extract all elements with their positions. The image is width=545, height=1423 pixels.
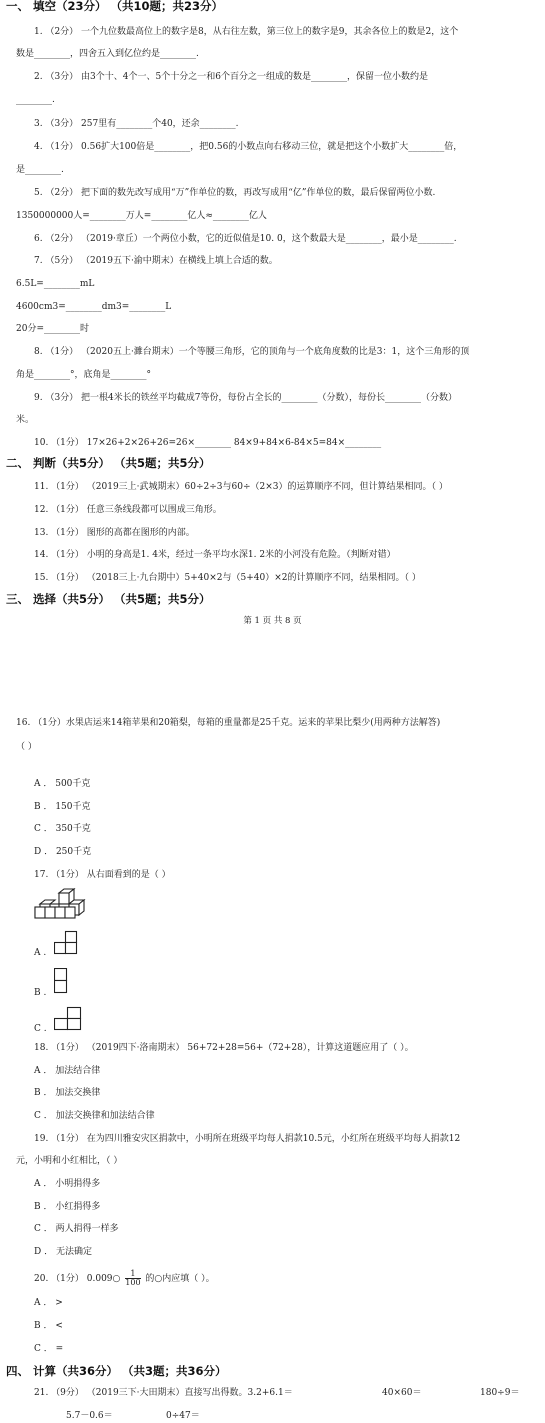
question-line: 16. （1分）水果店运来14箱苹果和20箱梨，每箱的重量都是25千克。运来的苹果比梨少(用两种方法解答) (16, 718, 441, 728)
question-line: 6.5L=________mL (16, 279, 95, 289)
option-line: B ． < (34, 1321, 63, 1331)
question-line (34, 1270, 215, 1287)
option-c-figure (54, 1006, 84, 1032)
question-line: 米。 (16, 415, 35, 425)
question-line: ________. (16, 95, 55, 105)
option-line: B ． 小红捐得多 (34, 1202, 101, 1212)
question-line: 7. （5分） （2019五下·渝中期末）在横线上填上合适的数。 (34, 256, 278, 266)
question-line: 15. （1分） （2018三上·九台期中）5+40×2与（5+40）×2的计算顺序不同，结果相同。（ ） (34, 573, 421, 583)
option-line: A ． > (34, 1298, 63, 1308)
fraction-denominator: 100 (125, 1278, 141, 1287)
option-line: A ． 500千克 (34, 779, 91, 789)
option-label: B . (34, 988, 47, 998)
question-line: 2. （3分） 由3个十、4个一、5个十分之一和6个百分之一组成的数是________，保留一位小数约是 (34, 72, 428, 82)
question-line: 19. （1分） 在为四川雅安灾区捐款中，小明所在班级平均每人捐款10.5元，小红所在班级平均每人捐款12 (34, 1134, 461, 1144)
option-line: C ． = (34, 1344, 64, 1354)
question-line: 13. （1分） 图形的高都在图形的内部。 (34, 528, 195, 538)
fraction (125, 1270, 140, 1287)
question-line: 元，小明和小红相比，（ ） (16, 1156, 123, 1166)
option-label: C . (34, 1024, 47, 1034)
page-footer: 第 1 页 共 8 页 (243, 616, 302, 626)
question-line: 4. （1分） 0.56扩大100倍是________，把0.56的小数点向右移动三位，就是把这个小数扩大________倍， (34, 142, 463, 152)
question-line: 角是________°，底角是________° (16, 370, 152, 380)
question-stem-tail: 的○内应填（ ）。 (145, 1274, 215, 1284)
option-label: A . (34, 948, 47, 958)
option-line: B ． 150千克 (34, 802, 91, 812)
expression: 40×60＝ (382, 1388, 422, 1398)
question-line: 1350000000人=________万人=________亿人≈________亿人 (16, 211, 267, 221)
option-line: D ． 无法确定 (34, 1247, 92, 1257)
option-line: D ． 250千克 (34, 847, 92, 857)
section-title-fill-blank: 一、 填空（23分） （共10题；共23分） (6, 0, 224, 13)
section-title-calculation: 四、 计算（共36分） （共3题；共36分） (6, 1364, 227, 1378)
fraction-numerator: 1 (125, 1270, 140, 1279)
question-line: 9. （3分） 把一根4米长的铁丝平均截成7等份，每份占全长的________（分数），每份长________（分数） (34, 393, 457, 403)
cube-stack-figure (30, 886, 90, 928)
question-line: 10. （1分） 17×26+2×26+26=26×________ 84×9+84×6-84×5=84×________ (34, 438, 382, 448)
question-line: 20分=________时 (16, 324, 89, 334)
section-title-true-false: 二、 判断（共5分） （共5题；共5分） (6, 456, 211, 470)
option-line: B ． 加法交换律 (34, 1088, 101, 1098)
option-a-figure (54, 930, 80, 956)
option-line: C ． 两人捐得一样多 (34, 1224, 119, 1234)
expression: 180÷9＝ (480, 1388, 520, 1398)
question-line: 数是________，四舍五入到亿位约是________. (16, 49, 199, 59)
question-line: 4600cm3=________dm3=________L (16, 302, 172, 312)
question-line: 18. （1分） （2019四下·洛南期末） 56+72+28=56+（72+28），计算这道题应用了（ ）。 (34, 1043, 414, 1053)
question-line: 17. （1分） 从右面看到的是（ ） (34, 870, 171, 880)
option-line: A ． 小明捐得多 (34, 1179, 101, 1189)
option-line: C ． 加法交换律和加法结合律 (34, 1111, 155, 1121)
question-line: 14. （1分） 小明的身高是1. 4米，经过一条平均水深1. 2米的小河没有危险。（判断对错） (34, 550, 396, 560)
question-line: 1. （2分） 一个九位数最高位上的数字是8，从右往左数，第三位上的数字是9，其余各位上的数是2，这个 (34, 27, 459, 37)
option-line: A ． 加法结合律 (34, 1066, 101, 1076)
question-line: 8. （1分） （2020五上·濉台期末）一个等腰三角形，它的顶角与一个底角度数的比是3：1，这个三角形的顶 (34, 347, 470, 357)
question-line: 3. （3分） 257里有________个40，还余________. (34, 119, 239, 129)
section-title-multiple-choice: 三、 选择（共5分） （共5题；共5分） (6, 592, 211, 606)
question-line: 是________. (16, 165, 64, 175)
option-line: C ． 350千克 (34, 824, 91, 834)
question-line: 12. （1分） 任意三条线段都可以围成三角形。 (34, 505, 222, 515)
question-line: 6. （2分） （2019·章丘）一个两位小数，它的近似值是10. 0，这个数最大是________，最小是________. (34, 234, 457, 244)
option-b-figure (54, 968, 70, 996)
question-line: （ ） (16, 742, 37, 752)
expression: 0÷47＝ (166, 1411, 200, 1421)
question-stem: 20. （1分） 0.009○ (34, 1274, 121, 1284)
question-line: 21. （9分） （2019三下·大田期末）直接写出得数。3.2+6.1＝ (34, 1388, 293, 1398)
question-line: 11. （1分） （2019三上·武城期末）60÷2÷3与60÷（2×3）的运算顺序不同，但计算结果相同。（ ） (34, 482, 448, 492)
expression: 5.7－0.6＝ (66, 1411, 113, 1421)
question-line: 5. （2分） 把下面的数先改写成用“万”作单位的数，再改写成用“亿”作单位的数，最后保留两位小数. (34, 188, 436, 198)
